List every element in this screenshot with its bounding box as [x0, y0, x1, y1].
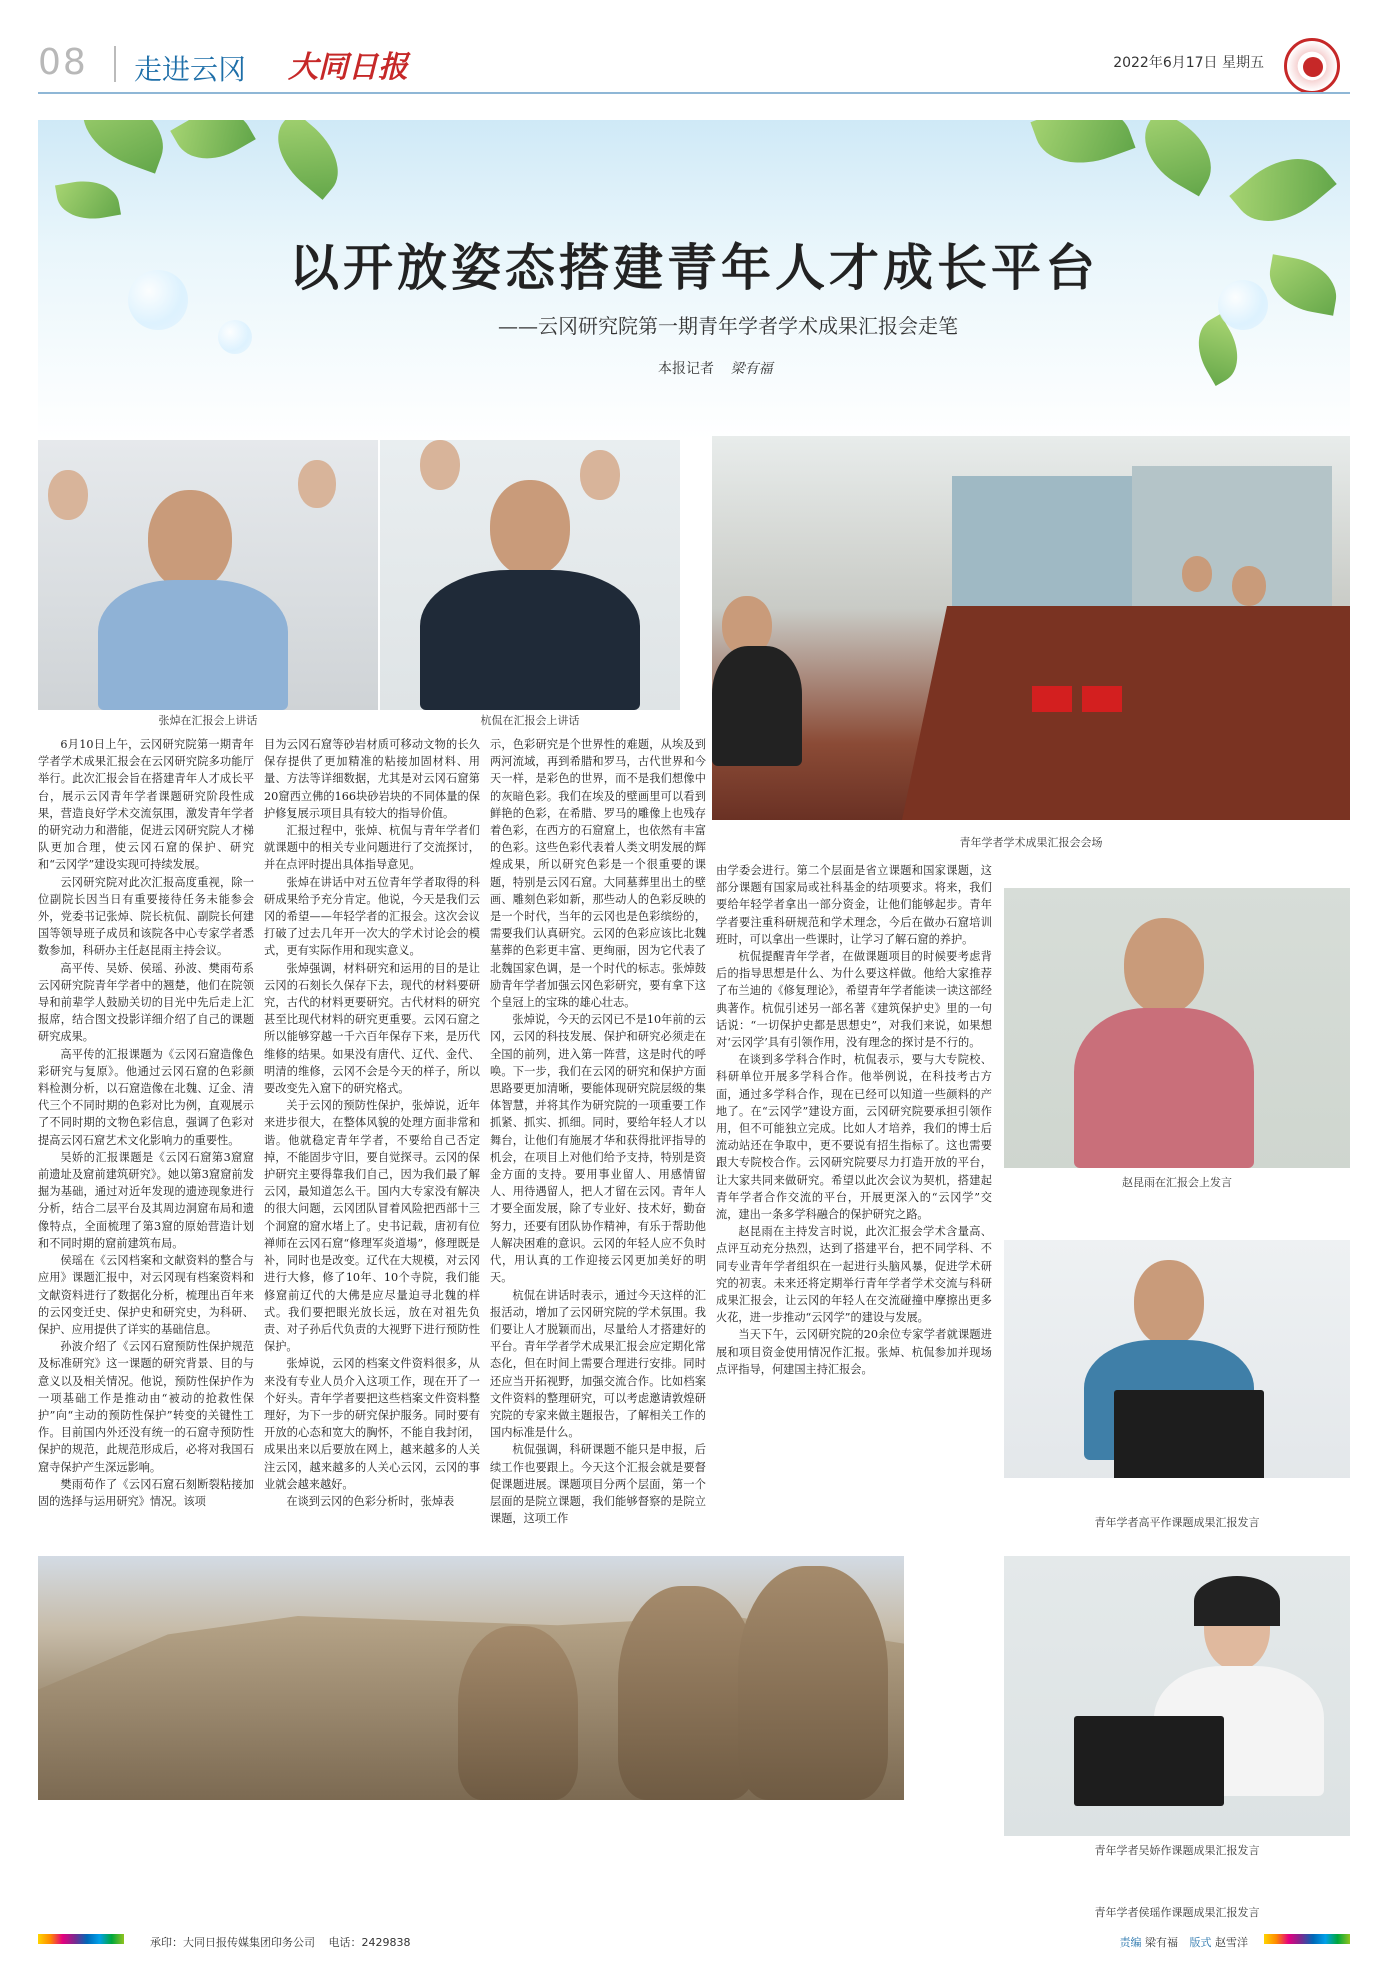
caption-photo7: 青年学者侯瑶作课题成果汇报发言: [1094, 1906, 1260, 1919]
caption-photo2: 杭侃在汇报会上讲话: [480, 714, 580, 727]
national-flag-icon: [1032, 686, 1072, 712]
caption-photo3: 青年学者学术成果汇报会会场: [959, 836, 1103, 849]
page-header: [38, 38, 1350, 88]
conference-table: [902, 606, 1350, 820]
paragraph: 高平传、吴娇、侯瑶、孙波、樊雨苟系云冈研究院青年学者中的翘楚，他们在院领导和前辈学人鼓励关切的目光中先后走上汇报席，结合图文投影详细介绍了自己的课题研究成果。: [38, 961, 254, 1044]
layout-name: 赵雪洋: [1215, 1936, 1248, 1949]
footer-editors: [1120, 1934, 1249, 1950]
header-divider: [114, 46, 116, 82]
bubble-decoration: [218, 320, 252, 354]
footer-printer: [150, 1934, 411, 1950]
caption-photo6: 青年学者吴娇作课题成果汇报发言: [1094, 1844, 1260, 1857]
person-head: [1182, 556, 1212, 592]
hair: [1194, 1576, 1280, 1626]
paragraph: 云冈研究院对此次汇报高度重视，除一位副院长因当日有重要接待任务未能参会外，党委书记张焯、院长杭侃、副院长何建国等领导班子成员和该院各中心专家学者悉数参加，科研办主任赵昆雨主持会议。: [38, 875, 254, 958]
article-column-1: [38, 736, 254, 1536]
paper-logo: 大同日报: [288, 50, 408, 85]
leaf-decoration: [261, 120, 354, 200]
photo-conference-hall: [712, 436, 1350, 820]
person-body: [420, 570, 640, 710]
article-byline: [658, 358, 772, 378]
paragraph: 当天下午，云冈研究院的20余位专家学者就课题进展和项目资金使用情况作汇报。张焯、杭侃参加并现场点评指导，何建国主持汇报会。: [716, 1328, 992, 1376]
paragraph: 6月10日上午，云冈研究院第一期青年学者学术成果汇报会在云冈研究院多功能厅举行。此次汇报会旨在搭建青年人才成长平台，展示云冈青年学者课题研究阶段性成果，营造良好学术交流氛围，激发青年学者的研究动力和潜能，促进云冈研究院人才梯队更加合理，使云冈石窟的保护、研究和“云冈学”建设实现可持续发展。: [38, 738, 254, 872]
section-title: 走进云冈: [134, 53, 247, 86]
page-number: 08: [38, 42, 88, 83]
leaf-decoration: [55, 175, 121, 225]
paragraph: 示，色彩研究是个世界性的难题，从埃及到两河流域，再到希腊和罗马，古代世界和今天一样，是彩色的世界，而不是我们想像中的灰暗色彩。我们在埃及的壁画里可以看到鲜艳的色彩，在希腊、罗马的雕像上也残存着色彩，在西方的石窟窟上，也依然有丰富的色彩。这些色彩代表着人类文明发展的辉煌成果，所以研究色彩是一个很重要的课题，特别是云冈石窟。大同墓葬里出土的壁画、雕刻色彩如新，那些动人的色彩反映的是一个时代，当年的云冈也是色彩缤纷的，需要我们认真研究。云冈的色彩应该比北魏墓葬的色彩更丰富、更绚丽，因为它代表了北魏国家色调，是一个时代的标志。张焯鼓励青年学者加强云冈色彩研究，要有拿下这个皇冠上的宝珠的雄心壮志。: [490, 738, 706, 1010]
person-head: [580, 450, 620, 500]
editor-name: 梁有福: [1145, 1936, 1178, 1949]
leaf-decoration: [1030, 120, 1135, 179]
article-column-4: [716, 862, 992, 1536]
article-title: 以开放姿态搭建青年人才成长平台: [289, 238, 1099, 297]
person-head: [148, 490, 232, 590]
paragraph: 由学委会进行。第二个层面是省立课题和国家课题，这部分课题有国家局或社科基金的结项要求。将来，我们要给年轻学者拿出一部分资金，让他们能够起步。青年学者要注重科研规范和学术理念，今后在做办石窟培训班时，可以拿出一些课时，让学习了解石窟的养护。: [716, 864, 992, 946]
photo-wu-jiao: [1004, 1556, 1350, 1836]
newspaper-seal-icon: [1284, 38, 1340, 94]
article-column-2: [264, 736, 480, 1536]
person-head: [490, 480, 570, 576]
paragraph: 高平传的汇报课题为《云冈石窟造像色彩研究与复原》。他通过云冈石窟的色彩颜料检测分析，以石窟造像在北魏、辽金、清代三个不同时期的色彩对比为例，直观展示了不同时期的文物色彩信息，强调了色彩对提高云冈石窟艺术文化影响力的重要性。: [38, 1047, 254, 1147]
paragraph: 目为云冈石窟等砂岩材质可移动文物的长久保存提供了更加精准的粘接加固材料、用量、方法等详细数据，尤其是对云冈石窟第20窟西立佛的166块砂岩块的不同体量的保护修复展示项目具有较大的指导价值。: [264, 738, 480, 820]
color-bar-left: [38, 1934, 124, 1944]
photo-zhang-zhuo: [38, 440, 378, 710]
paragraph: 杭侃在讲话时表示，通过今天这样的汇报活动，增加了云冈研究院的学术氛围。我们要让人才脱颖而出，尽量给人才搭建好的平台。青年学者学术成果汇报会应定期化常态化，但在时间上需要合理进行安排。同时还应当开拓视野，加强交流合作。比如档案文件资料的整理研究，可以考虑邀请敦煌研究院的专家来做主题报告，了解相关工作的国内标准是什么。: [490, 1288, 706, 1440]
caption-photo1: 张焯在汇报会上讲话: [158, 714, 258, 727]
article-subtitle: ——云冈研究院第一期青年学者学术成果汇报会走笔: [498, 314, 958, 338]
paragraph: 杭侃提醒青年学者，在做课题项目的时候要考虑背后的指导思想是什么、为什么要这样做。他给大家推荐了布兰迪的《修复理论》，希望青年学者能读一读这部经典著作。杭侃引述另一部名著《建筑保护史》里的一句话说：“一切保护史都是思想史”，对我们来说，如果想对‘云冈学’具有引领作用，没有理念的探讨是不行的。: [716, 950, 992, 1050]
leaf-decoration: [1229, 138, 1337, 242]
leaf-decoration: [70, 120, 175, 174]
party-flag-icon: [1082, 686, 1122, 712]
paragraph: 张焯在讲话中对五位青年学者取得的科研成果给予充分肯定。他说，今天是我们云冈的希望——年轻学者的汇报会。这次会议打破了过去几年开一次大的学术讨论会的模式，更有实际作用和现实意义。: [264, 875, 480, 958]
color-bar-right: [1264, 1934, 1350, 1944]
paragraph: 赵昆雨在主持发言时说，此次汇报会学术含量高、点评互动充分热烈，达到了搭建平台，把不同学科、不同专业青年学者组织在一起进行头脑风暴，促进学术研究的初衷。未来还将定期举行青年学者学术交流与科研成果汇报会，让云冈的年轻人在交流碰撞中摩擦出更多火花，进一步推动“云冈学”的建设与发展。: [716, 1225, 992, 1325]
article-banner: [38, 120, 1350, 440]
buddha-statue: [738, 1566, 888, 1800]
leaf-decoration: [1130, 120, 1227, 196]
photo-hang-kan: [380, 440, 680, 710]
person-head: [420, 440, 460, 490]
laptop-icon: [1114, 1390, 1264, 1490]
byline-name: 梁有福: [730, 361, 773, 377]
paragraph: 张焯强调，材料研究和运用的目的是让云冈的石刻长久保存下去，现代的材料要研究，古代的材料更要研究。古代材料的研究甚至比现代材料的研究更重要。云冈石窟之所以能够穿越一千六百年保存下来，是历代维修的结果。如果没有唐代、辽代、金代、明清的维修，云冈不会是今天的样子，所以要改变先入窟下的研究格式。: [264, 961, 480, 1096]
person-head: [48, 470, 88, 520]
paragraph: 在谈到多学科合作时，杭侃表示，要与大专院校、科研单位开展多学科合作。他举例说，在科技考古方面，通过多学科合作，现在已经可以知道一些颜料的产地了。在“云冈学”建设方面，云冈研究院要承担引领作用，但不可能独立完成。比如人才培养，我们的博士后流动站还在争取中，更不要说有招生指标了。这也需要跟大专院校合作。云冈研究院要尽力打造开放的平台，让大家共同来做研究。希望以此次会议为契机，搭建起青年学者合作交流的平台，开展更深入的“云冈学”交流，建出一条多学科融合的保护研究之路。: [716, 1053, 992, 1222]
person-head: [1232, 566, 1266, 606]
window-view: [952, 476, 1152, 606]
leaf-decoration: [170, 120, 256, 174]
header-rule: [38, 92, 1350, 94]
caption-photo4: 赵昆雨在汇报会上发言: [1122, 1176, 1232, 1189]
photo-zhao-kunyu: [1004, 888, 1350, 1168]
caption-photo5: 青年学者高平作课题成果汇报发言: [1094, 1516, 1260, 1529]
layout-label: 版式: [1189, 1936, 1212, 1949]
paragraph: 关于云冈的预防性保护，张焯说，近年来进步很大，在整体风貌的处理方面非常和谐。他就稳定青年学者，不要给自己否定掉，不能固步守旧，要自觉探寻。云冈的保护研究主要得靠我们自己，因为我们最了解云冈，最知道怎么干。国内大专家没有解决的很大问题，云冈团队冒着风险把西部十三个洞窟的窟水堵上了。史书记载，唐初有位禅师在云冈石窟“修理军炎道場”，修理既是补，同时也是改变。辽代在大规模，对云冈进行大修，修了10年、10个寺院，我们能修窟前辽代的大佛是应尽量迫寻北魏的样式。我们要把眼光放长远，放在对祖先负责、对子孙后代负责的大视野下进行预防性保护。: [264, 1099, 480, 1354]
photo-gao-ping: [1004, 1240, 1350, 1508]
paragraph: 在谈到云冈的色彩分析时，张焯表: [286, 1494, 455, 1508]
paragraph: 张焯说，云冈的档案文件资料很多，从来没有专业人员介入这项工作，现在开了一个好头。青年学者要把这些档案文件资料整理好，为下一步的研究保护服务。同时要有开放的心态和宽大的胸怀，不能自我封闭，成果出来以后要放在网上，越来越多的人关注云冈，越来越多的人关心云冈，云冈的事业就会越来越好。: [264, 1357, 480, 1491]
desk-surface: [1004, 1478, 1350, 1508]
person-head: [1134, 1260, 1204, 1346]
person-body: [1074, 1008, 1254, 1168]
phone-text: 电话：2429838: [328, 1936, 411, 1949]
person-body: [98, 580, 288, 710]
byline-label: 本报记者: [658, 361, 714, 377]
paragraph: 樊雨苟作了《云冈石窟石刻断裂粘接加固的选择与运用研究》情况。该项: [38, 1477, 254, 1508]
printer-text: 承印：大同日报传媒集团印务公司: [150, 1936, 315, 1949]
paragraph: 杭侃强调，科研课题不能只是申报，后续工作也要跟上。今天这个汇报会就是要督促课题进展。课题项目分两个层面，第一个层面的是院立课题，我们能够督察的是院立课题，这项工作: [490, 1443, 706, 1526]
paragraph: 侯瑶在《云冈档案和文献资料的整合与应用》课题汇报中，对云冈现有档案资料和文献资料进行了数据化分析，梳理出百年来的云冈变迁史、保护史和研究史，为科研、保护、应用提供了详实的基础信息。: [38, 1254, 254, 1336]
paragraph: 孙波介绍了《云冈石窟预防性保护规范及标准研究》这一课题的研究背景、目的与意义以及相关情况。他说，预防性保护作为一项基础工作是推动由“被动的抢救性保护”向“主动的预防性保护”转变的关键性工作。目前国内外还没有统一的石窟寺预防性保护的规范，此规范形成后，必将对我国石窟寺保护产生深远影响。: [38, 1340, 254, 1474]
paragraph: 吴娇的汇报课题是《云冈石窟第3窟窟前遗址及窟前建筑研究》。她以第3窟窟前发掘为基础，通过对近年发现的遗迹现象进行分析，结合二层平台及其周边洞窟布局和遗像特点，全面梳理了第3窟的原始营造计划和不同时期的窟前建筑布局。: [38, 1150, 254, 1250]
person-head: [1124, 918, 1204, 1014]
person-body: [712, 646, 802, 766]
issue-date: 2022年6月17日 星期五: [1113, 55, 1264, 71]
paragraph: 张焯说，今天的云冈已不是10年前的云冈，云冈的科技发展、保护和研究必须走在全国的前列，进入第一阵营，这是时代的呼唤。下一步，我们在云冈的研究和保护方面思路要更加清晰，要能体现研究院层级的集体智慧，并将其作为研究院的一项重要工作抓紧、抓实、抓细。同时，要给年轻人才以舞台，让他们有施展才华和获得批评指导的机会，在项目上对他们给予支持，特别是资金方面的支持。要用事业留人、用感情留人、用待遇留人，把人才留在云冈。青年人才要全面发展，除了专业好、技术好，勤奋努力，还要有团队协作精神，有乐于帮助他人解决困难的意识。云冈的年轻人应不负时代，用认真的工作迎接云冈更加美好的明天。: [490, 1013, 706, 1285]
window-view: [1132, 466, 1332, 616]
photo-yungang-grottoes: [38, 1556, 904, 1800]
buddha-statue: [458, 1626, 578, 1800]
article-column-3: [490, 736, 706, 1536]
buddha-statue: [618, 1586, 758, 1800]
editor-label: 责编: [1119, 1936, 1142, 1949]
paragraph: 汇报过程中，张焯、杭侃与青年学者们就课题中的相关专业问题进行了交流探讨，并在点评时提出具体指导意见。: [264, 824, 480, 872]
laptop-icon: [1074, 1716, 1224, 1806]
person-head: [298, 460, 336, 508]
